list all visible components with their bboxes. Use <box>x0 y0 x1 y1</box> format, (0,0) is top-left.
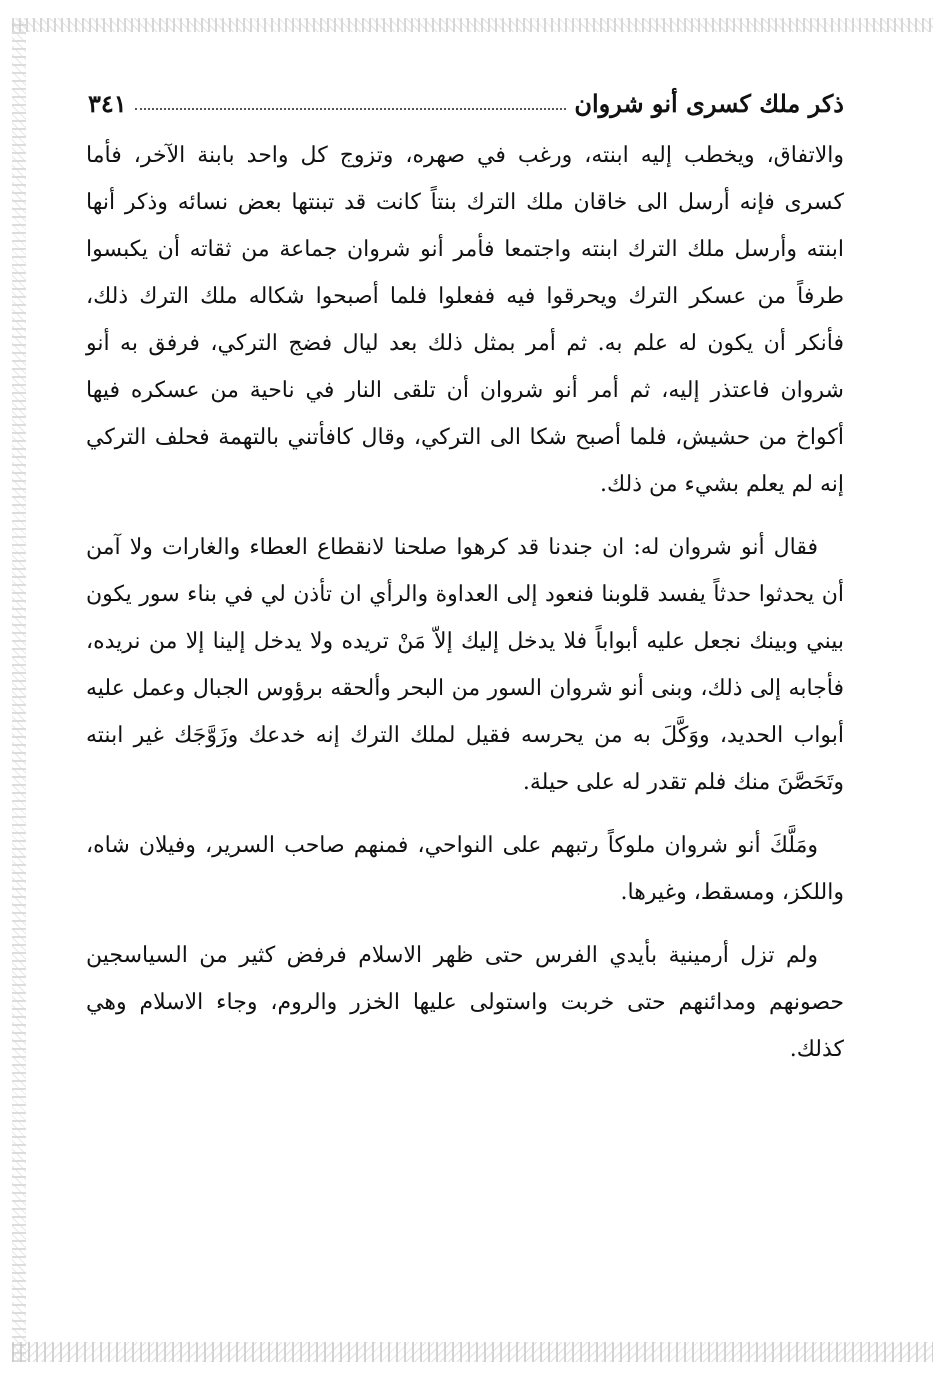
header-leader-dots <box>135 108 567 110</box>
paragraph-2: فقال أنو شروان له: ان جندنا قد كرهوا صلحنا لانقطاع العطاء والغارات ولا آمن أن يحدثوا حدثاً يفسد قلوبنا فنعود إلى العداوة والرأي ان تأذن لي في بناء سور يكون بيني وبينك نجعل عليه أبواباً فلا يدخل إليك إلاّ مَنْ تريده ولا يدخل إلينا إلا من نريده، فأجابه إلى ذلك، وبنى أنو شروان السور من البحر وألحقه برؤوس الجبال وعمل عليه أبواب الحديد، ووَكَّلَ به من يحرسه فقيل لملك الترك إنه خدعك وزَوَّجَك غير ابنته وتَحَصَّنَ منك فلم تقدر له على حيلة. <box>86 535 844 795</box>
bottom-decorative-border <box>12 1342 933 1362</box>
chapter-title: ذكر ملك كسرى أنو شروان <box>574 89 844 118</box>
top-decorative-border <box>12 18 933 32</box>
page-number: ٣٤١ <box>88 89 127 118</box>
paragraph-3: ومَلَّكَ أنو شروان ملوكاً رتبهم على النواحي، فمنهم صاحب السرير، وفيلان شاه، واللكز، ومسقط، وغيرها. <box>86 833 844 905</box>
left-decorative-border <box>12 18 26 1362</box>
running-header <box>88 78 844 118</box>
paragraph-1: والاتفاق، ويخطب إليه ابنته، ورغب في صهره، وتزوج كل واحد بابنة الآخر، فأما كسرى فإنه أرسل الى خاقان ملك الترك بنتاً كانت قد تبنتها بعض نسائه وذكر أنها ابنته وأرسل ملك الترك ابنته واجتمعا فأمر أنو شروان جماعة من ثقاته أن يكبسوا طرفاً من عسكر الترك ويحرقوا فيه ففعلوا فلما أصبحوا شكاله ملك الترك ذلك، فأنكر أن يكون له علم به. ثم أمر بمثل ذلك بعد ليال فضج التركي، فرفق به أنو شروان فاعتذر إليه، ثم أمر أنو شروان أن تلقى النار في ناحية من عسكره فيها أكواخ من حشيش، فلما أصبح شكا الى التركي، وقال كافأتني بالتهمة فحلف التركي إنه لم يعلم بشيء من ذلك. <box>86 143 844 497</box>
paragraph-4: ولم تزل أرمينية بأيدي الفرس حتى ظهر الاسلام فرفض كثير من السياسجين حصونهم ومدائنهم حتى خربت واستولى عليها الخزر والروم، وجاء الاسلام وهي كذلك. <box>86 943 844 1062</box>
body-text <box>86 132 844 1089</box>
